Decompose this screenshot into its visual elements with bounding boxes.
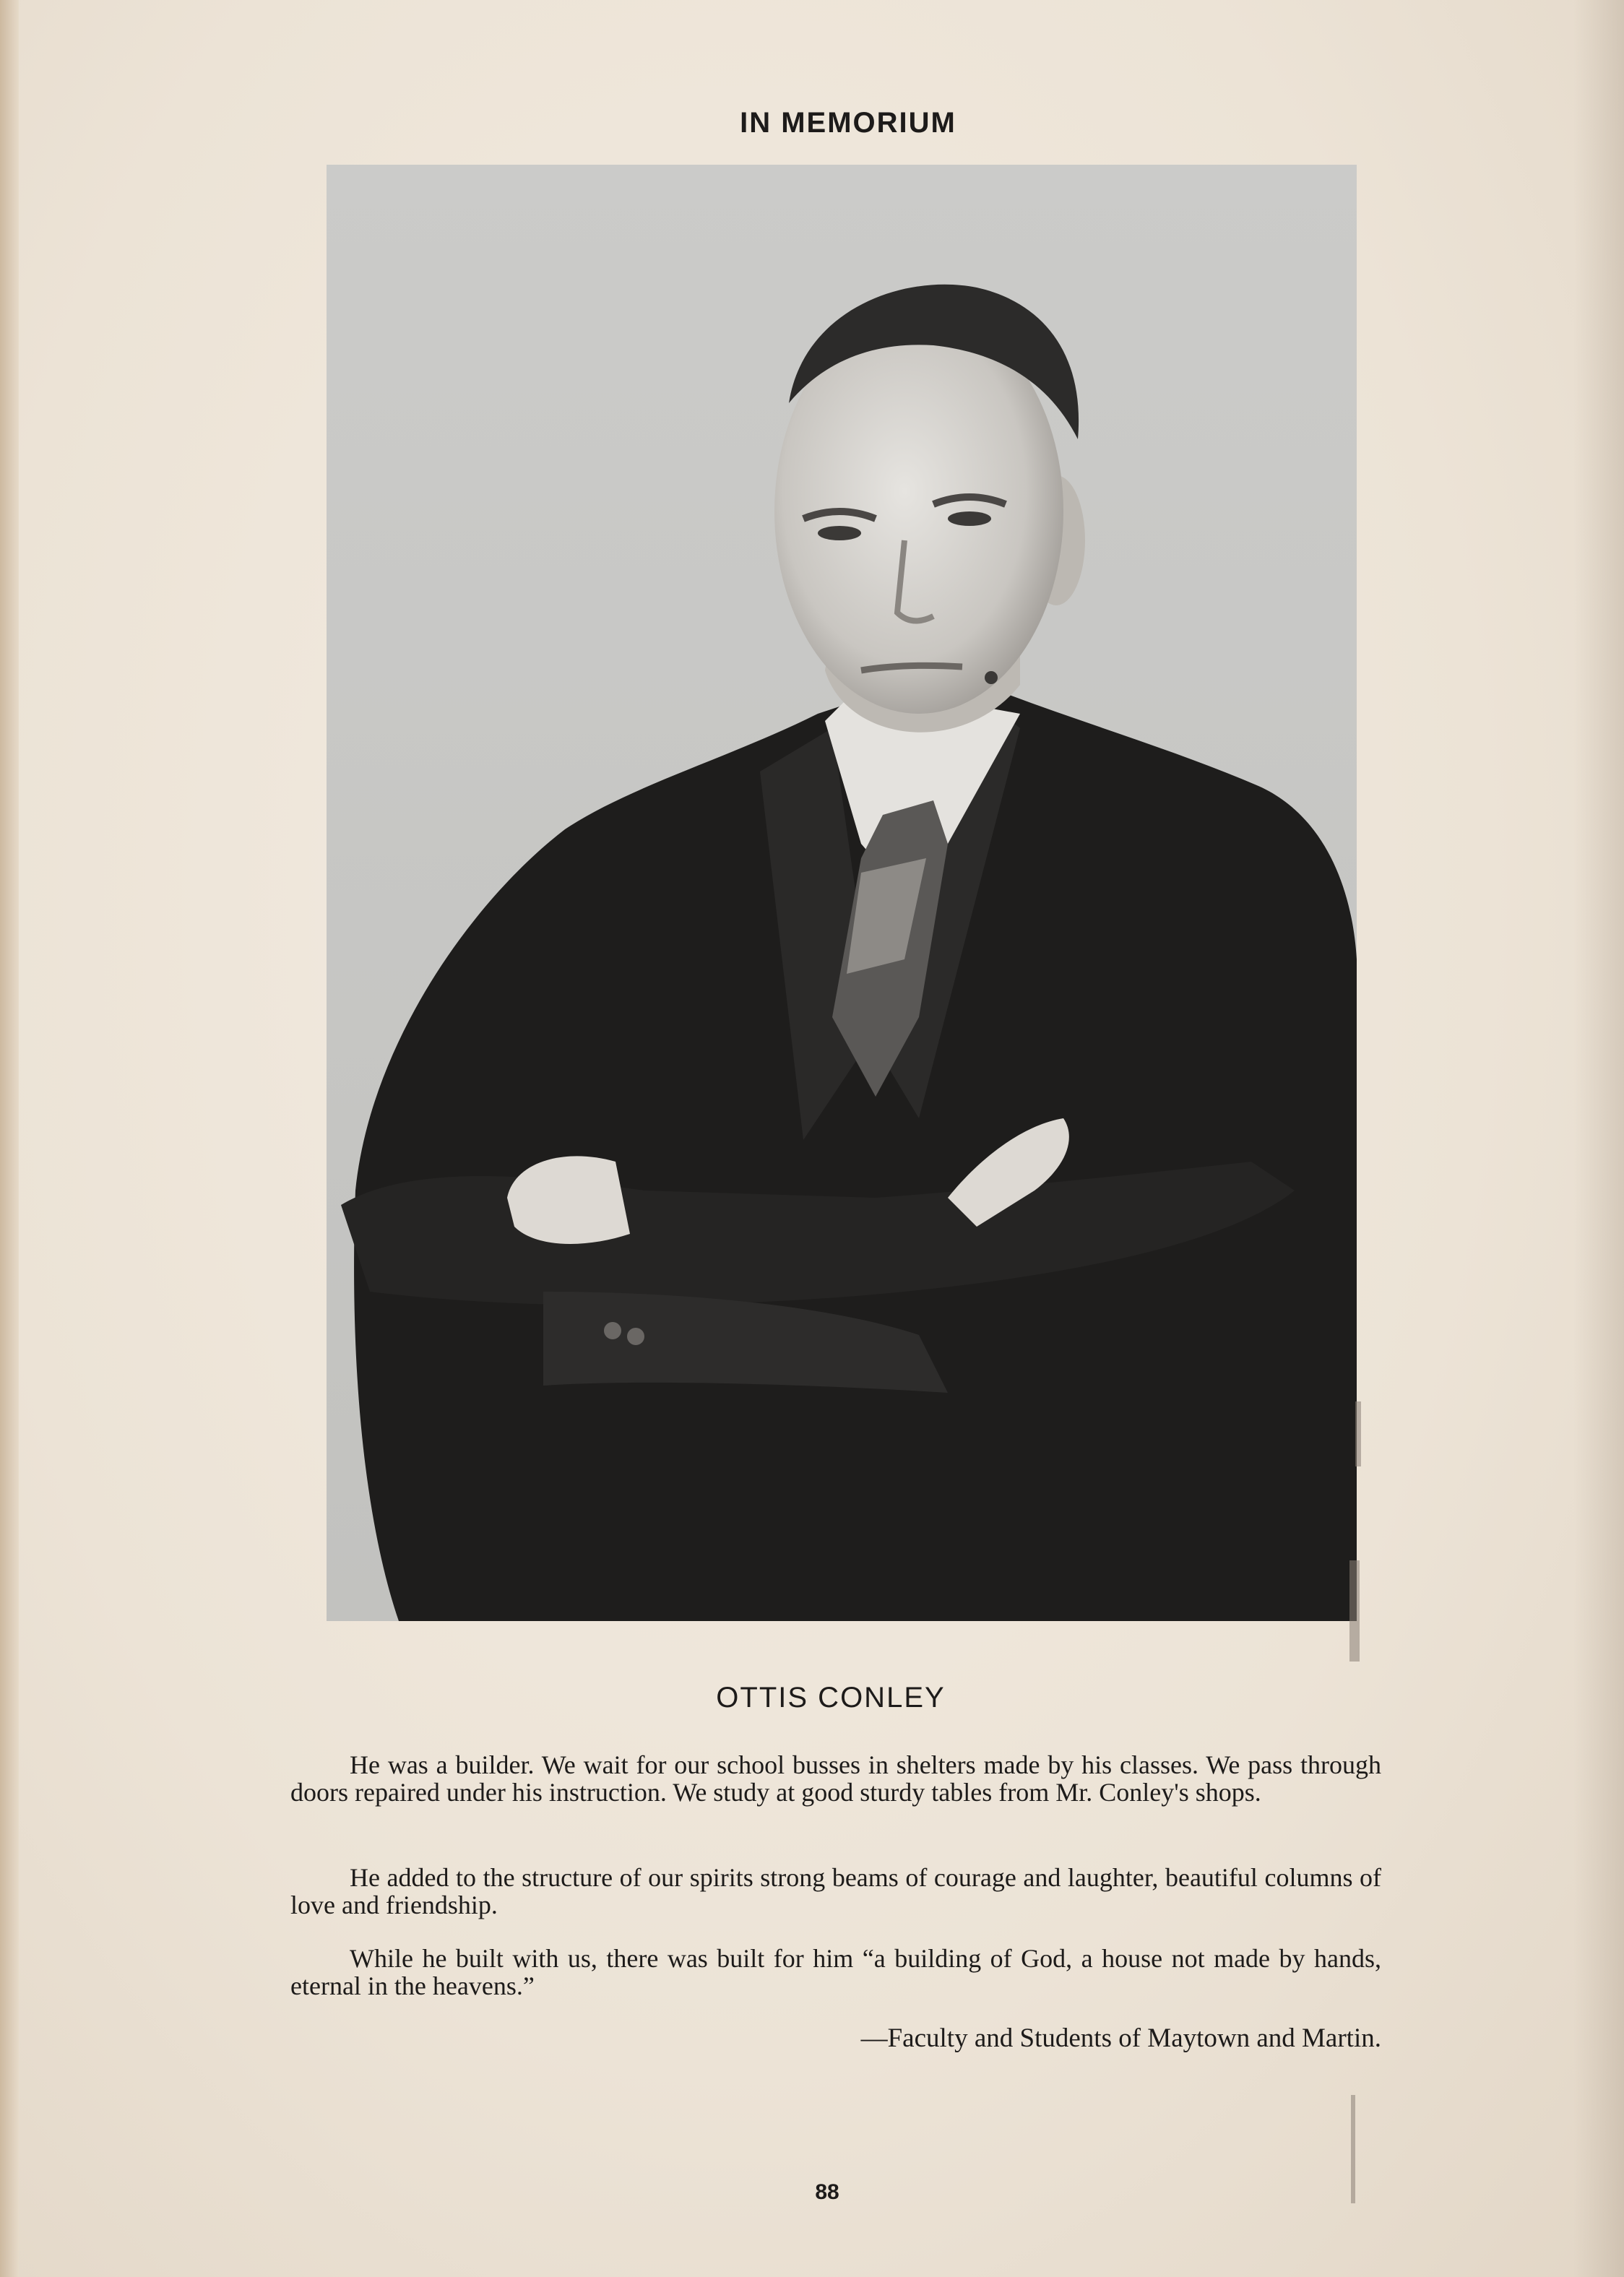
paragraph-text: He added to the structure of our spirits strong beams of courage and laughter, beautiful columns of love and friendship. [290,1863,1381,1919]
memorial-paragraph [290,1864,1381,1919]
paragraph-text: He was a builder. We wait for our school busses in shelters made by his classes. We pass through doors repaired under his instruction. We study at good sturdy tables from Mr. Conley's shops. [290,1750,1381,1807]
portrait-photo [327,165,1357,1621]
print-mark [1355,1401,1361,1466]
print-mark [1351,2095,1355,2203]
page-title: IN MEMORIUM [740,107,956,139]
memorial-paragraph [290,1751,1381,1806]
memorial-name: OTTIS CONLEY [716,1682,946,1714]
page-number: 88 [815,2180,839,2204]
portrait-illustration [327,165,1357,1621]
memorial-paragraph [290,1945,1381,2000]
memorial-signature: —Faculty and Students of Maytown and Martin. [860,2023,1381,2053]
page-edge-shadow [1573,0,1624,2277]
paragraph-text: While he built with us, there was built for him “a building of God, a house not made by hands, eternal in the heavens.” [290,1944,1381,2000]
print-mark [1349,1560,1360,1662]
page-binding [0,0,19,2277]
